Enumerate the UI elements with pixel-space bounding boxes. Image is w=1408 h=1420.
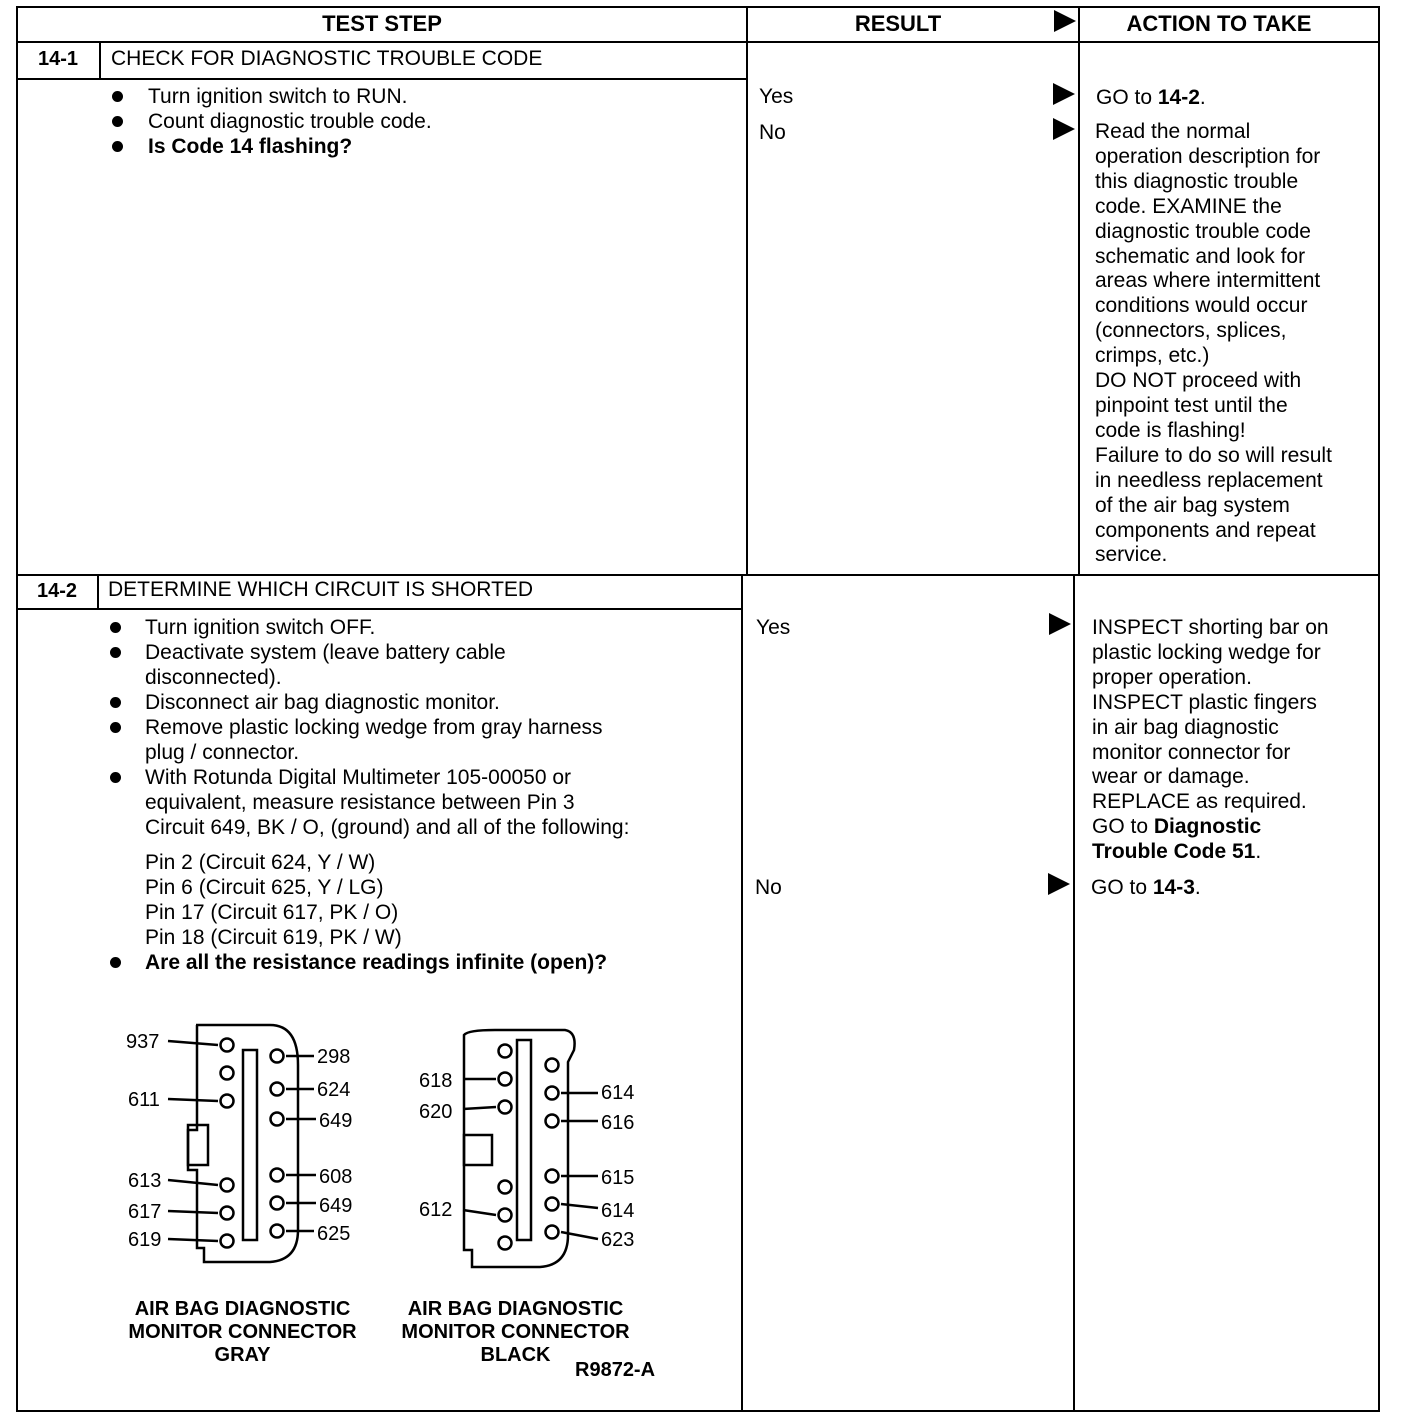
header-test-step: TEST STEP [322, 11, 442, 36]
bullet-icon [110, 622, 121, 633]
step2-number-divider [97, 574, 99, 609]
step1-number: 14-1 [37, 48, 79, 70]
step-separator-rule [16, 574, 1380, 576]
step1-result-yes: Yes [759, 85, 794, 108]
black-connector-latch [464, 1135, 492, 1165]
step2-bullet-2b: disconnected). [145, 666, 282, 689]
gray-label: 613 [128, 1170, 162, 1192]
bullet-icon [110, 957, 121, 968]
header-action: ACTION TO TAKE [1126, 11, 1312, 36]
step1-result-no: No [759, 121, 786, 144]
step2-title-rule [16, 608, 742, 610]
step2-question: Are all the resistance readings infinite (open)? [145, 951, 608, 974]
pin-line-3: Pin 17 (Circuit 617, PK / O) [145, 901, 399, 924]
result-arrow-icon [1048, 873, 1070, 895]
gray-label: 617 [128, 1201, 162, 1223]
gray-label: 608 [319, 1166, 353, 1188]
result-arrow-icon [1053, 118, 1075, 140]
pin-line-2: Pin 6 (Circuit 625, Y / LG) [145, 876, 384, 899]
step2-bullet-4a: Remove plastic locking wedge from gray harness [145, 716, 603, 739]
step2-title: DETERMINE WHICH CIRCUIT IS SHORTED [108, 578, 534, 601]
black-label: 618 [419, 1070, 453, 1092]
bullet-icon [110, 772, 121, 783]
column-divider-result-lower [741, 574, 743, 1412]
step2-bullet-2a: Deactivate system (leave battery cable [145, 641, 506, 664]
column-divider-result [746, 6, 748, 576]
gray-label: 624 [317, 1079, 351, 1101]
step2-action-no: GO to 14-3. [1091, 876, 1201, 899]
bullet-icon [112, 141, 123, 152]
step2-bullet-3: Disconnect air bag diagnostic monitor. [145, 691, 500, 714]
step1-bullet-1: Turn ignition switch to RUN. [148, 85, 408, 108]
step1-action-no: Read the normal operation description for this diagnostic trouble code. EXAMINE the diagnostic trouble code schematic and look for areas where intermittent conditions would occur (connectors, splices, crimps, etc.) DO NOT proceed with pinpoint test until the code is flashing! Failure to do so will result in needless replacement of the air bag system components and repeat service. [1095, 120, 1332, 567]
black-connector-caption: AIR BAG DIAGNOSTIC MONITOR CONNECTOR BLACK [401, 1298, 630, 1366]
black-pin-holes [499, 1045, 559, 1250]
header-result: RESULT [854, 11, 942, 36]
gray-label: 298 [317, 1046, 351, 1068]
header-arrow-icon [1054, 10, 1076, 32]
gray-connector-slot [243, 1050, 257, 1240]
step2-result-no: No [755, 876, 782, 899]
gray-label: 619 [128, 1229, 162, 1251]
step2-action-yes: INSPECT shorting bar on plastic locking wedge for proper operation. INSPECT plastic fingers in air bag diagnostic monitor connector for wear or damage. REPLACE as required. GO to Diagnostic Trouble Code 51. [1092, 616, 1329, 864]
black-connector-slot [517, 1040, 531, 1240]
step2-bullet-1: Turn ignition switch OFF. [145, 616, 376, 639]
column-divider-action-lower [1073, 574, 1075, 1412]
gray-connector-caption: AIR BAG DIAGNOSTIC MONITOR CONNECTOR GRAY [128, 1298, 357, 1366]
bullet-icon [110, 697, 121, 708]
step1-title-rule [16, 78, 747, 80]
header-bottom-rule [16, 41, 1380, 43]
black-label: 623 [601, 1229, 635, 1251]
gray-pin-holes [221, 1039, 284, 1248]
step1-number-divider [99, 41, 101, 79]
step1-title: CHECK FOR DIAGNOSTIC TROUBLE CODE [111, 47, 543, 70]
step2-bullet-5a: With Rotunda Digital Multimeter 105-00050 or [145, 766, 572, 789]
step1-action-yes: GO to 14-2. [1096, 86, 1206, 109]
gray-label: 649 [319, 1110, 353, 1132]
bullet-icon [112, 91, 123, 102]
result-arrow-icon [1049, 613, 1071, 635]
bullet-icon [112, 116, 123, 127]
step2-bullet-5c: Circuit 649, BK / O, (ground) and all of the following: [145, 816, 630, 839]
figure-id: R9872-A [575, 1359, 656, 1381]
bullet-icon [110, 722, 121, 733]
step2-bullet-5b: equivalent, measure resistance between Pin 3 [145, 791, 575, 814]
step2-result-yes: Yes [756, 616, 791, 639]
black-label: 614 [601, 1200, 635, 1222]
step2-bullet-4b: plug / connector. [145, 741, 300, 764]
result-arrow-icon [1053, 83, 1075, 105]
pin-line-4: Pin 18 (Circuit 619, PK / W) [145, 926, 402, 949]
black-label: 614 [601, 1082, 635, 1104]
black-label: 616 [601, 1112, 635, 1134]
black-label: 620 [419, 1101, 453, 1123]
gray-label: 625 [317, 1223, 351, 1245]
black-label: 612 [419, 1199, 453, 1221]
black-label: 615 [601, 1167, 635, 1189]
gray-label: 649 [319, 1195, 353, 1217]
pin-line-1: Pin 2 (Circuit 624, Y / W) [145, 851, 376, 874]
gray-label: 937 [126, 1031, 160, 1053]
step2-number: 14-2 [36, 580, 78, 602]
step1-bullet-2: Count diagnostic trouble code. [148, 110, 432, 133]
connector-diagram [100, 1010, 700, 1300]
gray-label: 611 [128, 1089, 160, 1111]
bullet-icon [110, 647, 121, 658]
column-divider-action [1078, 6, 1080, 576]
step1-question: Is Code 14 flashing? [148, 135, 353, 158]
